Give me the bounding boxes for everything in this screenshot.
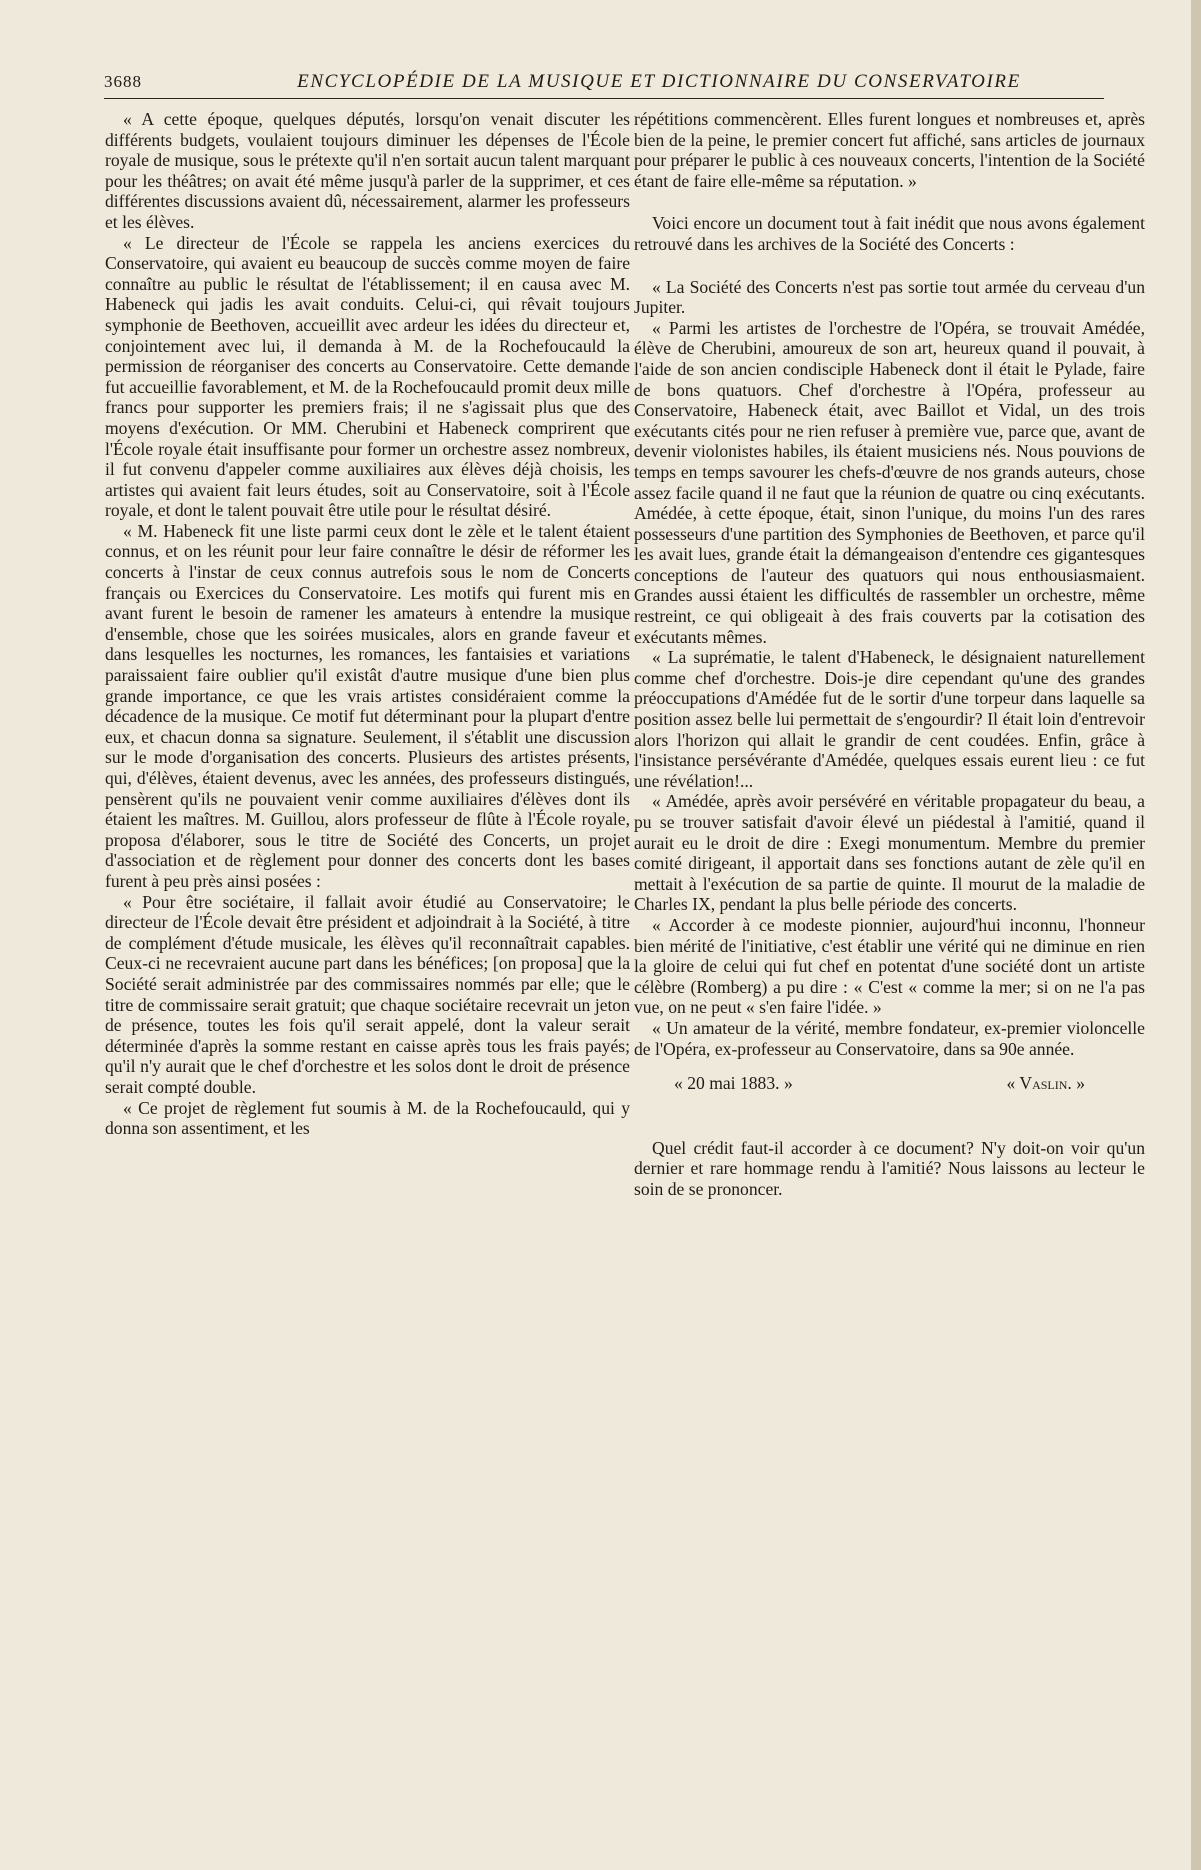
running-header	[104, 72, 1104, 99]
paragraph: Voici encore un document tout à fait inédit que nous avons également retrouvé dans les archives de la Société des Concerts :	[634, 213, 1145, 254]
paragraph: « La suprématie, le talent d'Habeneck, le désignaient naturellement comme chef d'orchestre. Dois-je dire cependant qu'une des grandes préoccupations d'Amédée fut de le sortir d'une torpeur dans laquelle sa position assez belle lui permettait de s'engourdir? Il était loin d'entrevoir alors l'horizon qui allait le grandir de cent coudées. Enfin, grâce à l'insistance persévérante d'Amédée, quelques essais eurent lieu : ce fut une révélation!...	[634, 647, 1145, 791]
paragraph: « La Société des Concerts n'est pas sortie tout armée du cerveau d'un Jupiter.	[634, 276, 1145, 318]
paragraph: Quel crédit faut-il accorder à ce document? N'y doit-on voir qu'un dernier et rare hommage rendu à l'amitié? Nous laissons au lecteur le soin de se prononcer.	[634, 1137, 1145, 1199]
right-column	[634, 109, 1145, 1200]
page-number: 3688	[104, 72, 142, 91]
paragraph: « M. Habeneck fit une liste parmi ceux dont le zèle et le talent étaient connus, et on les réunit pour leur faire connaître le désir de réformer les concerts à l'instar de ceux connus autrefois sous le nom de Concerts français ou Exercices du Conservatoire. Les motifs qui furent mis en avant furent le besoin de ramener les amateurs à entendre la musique d'ensemble, chose que les soirées musicales, alors en grande faveur et dans lesquelles les nocturnes, les romances, les fantaisies et variations paraissaient faire oublier qu'il existât d'autre musique d'une bien plus grande importance, ce que les vrais artistes considéraient comme la décadence de la musique. Ce motif fut déterminant pour la plupart d'entre eux, et chacun donna sa signature. Seulement, il s'établit une discussion sur le mode d'organisation des concerts. Plusieurs des artistes présents, qui, d'élèves, étaient devenus, avec les années, des professeurs distingués, pensèrent qu'ils ne pouvaient venir comme auxiliaires d'élèves dont ils étaient les maîtres. M. Guillou, alors professeur de flûte à l'École royale, proposa d'élaborer, sous le titre de Société des Concerts, un projet d'association et de règlement pour donner des concerts dont les bases furent à peu près ainsi posées :	[105, 520, 630, 891]
paragraph: « Pour être sociétaire, il fallait avoir étudié au Conservatoire; le directeur de l'École devait être président et adjoindrait à la Société, à titre de complément d'étude musicale, les élèves qu'il reconnaîtrait capables. Ceux-ci ne recevraient aucune part dans les bénéfices; [on proposa] que la Société serait administrée par des commissaires nommés par elle; que le titre de commissaire serait gratuit; que chaque sociétaire recevrait un jeton de présence, toutes les fois qu'il serait appelé, dont la valeur serait déterminée d'après la somme restant en caisse après tous les frais payés; qu'il n'y aurait que le chef d'orchestre et les solos dont le droit de présence serait compté double.	[105, 891, 630, 1097]
paragraph: répétitions commencèrent. Elles furent longues et nombreuses et, après bien de la peine, le premier concert fut affiché, sans articles de journaux pour préparer le public à ces nouveaux concerts, l'intention de la Société étant de faire elle-même sa réputation. »	[634, 109, 1145, 191]
paragraph: « Ce projet de règlement fut soumis à M. de la Rochefoucauld, qui y donna son assentiment, et les	[105, 1097, 630, 1139]
signature-name: « Vaslin. »	[1006, 1073, 1085, 1094]
page-edge	[1191, 0, 1201, 1870]
paragraph: « Amédée, après avoir persévéré en véritable propagateur du beau, a pu se trouver satisfait d'avoir élevé un piédestal à l'amitié, quand il aurait eu le droit de dire : Exegi monumentum. Membre du premier comité dirigeant, il apportait dans ses fonctions autant de zèle qu'il en mettait à l'exécution de sa partie de quinte. Il mourut de la maladie de Charles IX, pendant la plus belle période des concerts.	[634, 791, 1145, 915]
paragraph: « Le directeur de l'École se rappela les anciens exercices du Conservatoire, qui avaient eu beaucoup de succès comme moyen de faire connaître au public le résultat de l'établissement; il en causa avec M. Habeneck qui jadis les avait conduits. Celui-ci, qui rêvait toujours symphonie de Beethoven, accueillit avec ardeur les idées du directeur et, conjointement avec lui, il demanda à M. de la Rochefoucauld la permission de réorganiser des concerts au Conservatoire. Cette demande fut accueillie favorablement, et M. de la Rochefoucauld promit deux mille francs pour supporter les premiers frais; il ne s'agissait plus que des moyens d'exécution. Or MM. Cherubini et Habeneck comprirent que l'École royale était insuffisante pour former un orchestre assez nombreux, il fut convenu d'appeler comme auxiliaires aux élèves déjà choisis, les artistes qui avaient fait leurs études, soit au Conservatoire, soit à l'École royale, et dont le talent pouvait être utile pour le résultat désiré.	[105, 232, 630, 521]
signature-date: « 20 mai 1883. »	[674, 1073, 793, 1094]
signature-line	[634, 1073, 1145, 1094]
paragraph: « A cette époque, quelques députés, lorsqu'on venait discuter les différents budgets, voulaient toujours diminuer les dépenses de l'École royale de musique, sous le prétexte qu'il n'en sortait aucun talent marquant pour les théâtres; on avait été même jusqu'à parler de la supprimer, et ces différentes discussions avaient dû, nécessairement, alarmer les professeurs et les élèves.	[105, 109, 630, 232]
header-title: ENCYCLOPÉDIE DE LA MUSIQUE ET DICTIONNAIRE DU CONSERVATOIRE	[297, 71, 1021, 92]
paragraph: « Accorder à ce modeste pionnier, aujourd'hui inconnu, l'honneur bien mérité de l'initiative, c'est établir une vérité qui ne diminue en rien la gloire de celui qui fut chef en potentat d'une société dont un artiste célèbre (Romberg) a pu dire : « C'est « comme la mer; si on ne l'a pas vue, on ne peut « s'en faire l'idée. »	[634, 914, 1145, 1018]
paragraph: « Un amateur de la vérité, membre fondateur, ex-premier violoncelle de l'Opéra, ex-professeur au Conservatoire, dans sa 90e année.	[634, 1017, 1145, 1059]
paragraph: « Parmi les artistes de l'orchestre de l'Opéra, se trouvait Amédée, élève de Cherubini, amoureux de son art, heureux quand il pouvait, à l'aide de son ancien condisciple Habeneck dont il était le Pylade, faire de bons quatuors. Chef d'orchestre à l'Opéra, professeur au Conservatoire, Habeneck était, avec Baillot et Vidal, un des trois exécutants cités pour ne rien refuser à première vue, parce que, avant de devenir violonistes habiles, ils étaient musiciens nés. Nous pouvions de temps en temps savourer les chefs-d'œuvre de nos grands auteurs, chose assez facile quand il ne faut que la réunion de quatre ou cinq exécutants. Amédée, à cette époque, était, sinon l'unique, du moins l'un des rares possesseurs d'une partition des Symphonies de Beethoven, et parce qu'il les avait lues, grande était la démangeaison d'entendre ces gigantesques conceptions de l'auteur des quatuors qui nous enthousiasmaient. Grandes aussi étaient les difficultés de rassembler un orchestre, même restreint, ce qui obligeait à des frais couverts par la cotisation des exécutants mêmes.	[634, 317, 1145, 647]
left-column	[105, 109, 630, 1139]
